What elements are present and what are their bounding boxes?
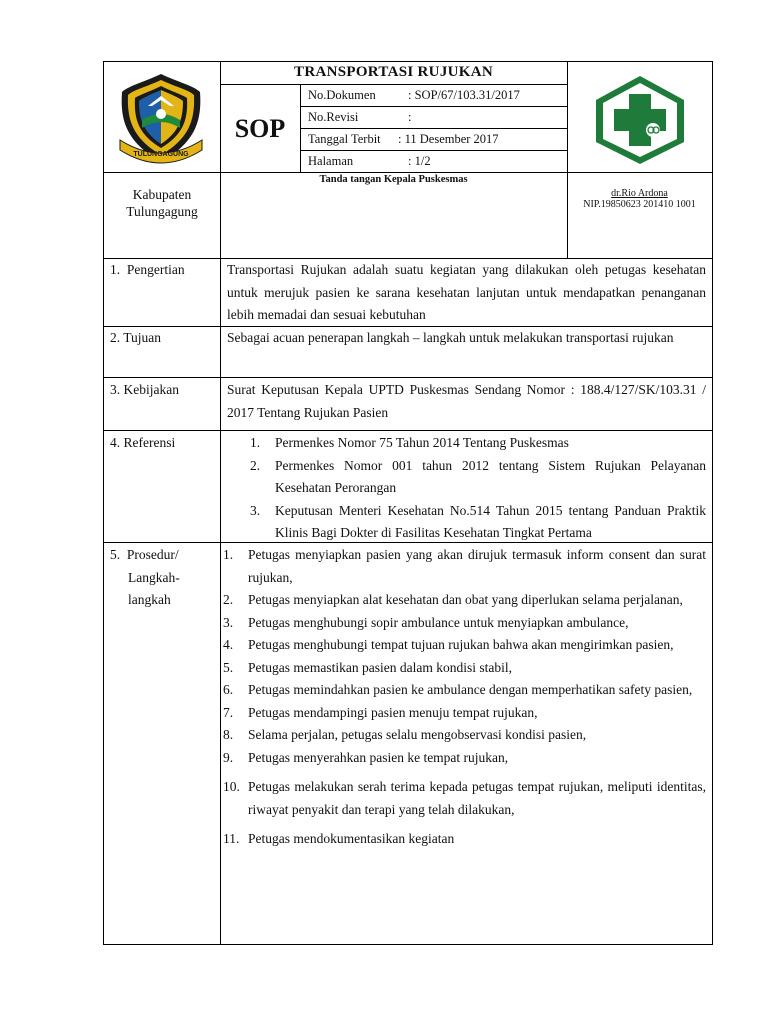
meta-label: No.Dokumen xyxy=(308,88,376,102)
list-number: 8. xyxy=(223,727,234,742)
list-text: Keputusan Menteri Kesehatan No.514 Tahun 2015 tentang Panduan Praktik Klinis Bagi Dokter di Fasilitas Kesehatan Tingkat Pertama xyxy=(275,502,706,540)
list-number: 11. xyxy=(223,831,240,846)
list-text: Selama perjalan, petugas selalu mengobservasi kondisi pasien, xyxy=(248,727,587,742)
list-number: 3. xyxy=(250,502,261,518)
list-item xyxy=(223,702,706,725)
meta-label: Halaman xyxy=(308,154,354,168)
list-item xyxy=(223,828,706,851)
list-text: Petugas menyiapkan alat kesehatan dan obat yang diperlukan selama perjalanan, xyxy=(248,592,683,607)
list-number: 9. xyxy=(223,749,234,765)
section-label-prosedur xyxy=(110,544,216,612)
list-item xyxy=(223,679,706,702)
list-number: 4. xyxy=(223,637,234,652)
puskesmas-logo xyxy=(590,72,690,167)
sop-label: SOP xyxy=(234,114,286,143)
list-number: 5. xyxy=(223,659,234,675)
list-number: 6. xyxy=(223,682,234,697)
prosedur-label-line: Langkah- xyxy=(128,569,180,585)
list-number: 1. xyxy=(250,435,261,450)
list-text: Petugas menghubungi sopir ambulance untuk menyiapkan ambulance, xyxy=(248,614,629,630)
section-label-tujuan: 2. Tujuan xyxy=(110,330,162,345)
list-item xyxy=(223,724,706,747)
meta-label: No.Revisi xyxy=(308,110,359,124)
list-item xyxy=(223,634,706,657)
regency-name: Kabupaten Tulungagung xyxy=(126,187,198,219)
list-item xyxy=(250,455,706,500)
prosedur-list xyxy=(223,544,706,851)
section-label-kebijakan: 3. Kebijakan xyxy=(110,382,179,397)
section-text-kebijakan: Surat Keputusan Kepala UPTD Puskesmas Sendang Nomor : 188.4/127/SK/103.31 / 2017 Tentang Rujukan Pasien xyxy=(227,382,706,420)
list-item xyxy=(250,432,706,455)
document-title: TRANSPORTASI RUJUKAN xyxy=(294,64,493,80)
signer-nip: NIP.19850623 201410 1001 xyxy=(583,199,696,210)
referensi-list xyxy=(250,432,706,545)
list-number: 10. xyxy=(223,779,240,794)
list-text: Petugas menyerahkan pasien ke tempat rujukan, xyxy=(248,749,509,765)
meta-value: : SOP/67/103.31/2017 xyxy=(408,88,520,102)
section-label-pengertian: 1. Pengertian xyxy=(110,262,185,277)
crest-icon xyxy=(116,70,206,168)
list-item xyxy=(223,776,706,821)
meta-row-tanggal-terbit xyxy=(302,129,570,151)
meta-value: : 1/2 xyxy=(408,154,431,168)
section-label-referensi: 4. Referensi xyxy=(110,435,176,450)
list-number: 3. xyxy=(223,614,234,630)
list-number: 1. xyxy=(223,547,234,562)
list-text: Petugas memastikan pasien dalam kondisi stabil, xyxy=(248,659,512,675)
regency-crest-logo xyxy=(116,70,206,168)
meta-row-no-revisi xyxy=(302,107,570,129)
divider xyxy=(104,377,712,378)
section-text-pengertian: Transportasi Rujukan adalah suatu kegiatan yang dilakukan oleh petugas kesehatan untuk merujuk pasien ke sarana kesehatan lanjutan untuk mendapatkan penanganan lebih memadai dan sesuai kebutuhan xyxy=(227,262,706,322)
list-item xyxy=(223,747,706,770)
divider xyxy=(220,62,221,944)
meta-value: : xyxy=(408,110,412,124)
prosedur-label-line: 5. Prosedur/ xyxy=(110,547,179,562)
list-number: 7. xyxy=(223,704,234,720)
list-text: Petugas menghubungi tempat tujuan rujukan bahwa akan mengirimkan pasien, xyxy=(248,637,674,652)
list-text: Petugas memindahkan pasien ke ambulance dengan memperhatikan safety pasien, xyxy=(248,682,693,697)
crest-banner-text: TULUNGAGUNG xyxy=(133,151,189,158)
meta-value: : 11 Desember 2017 xyxy=(398,132,499,146)
list-number: 2. xyxy=(223,592,234,607)
list-text: Permenkes Nomor 75 Tahun 2014 Tentang Puskesmas xyxy=(275,435,569,450)
meta-row-no-dokumen xyxy=(302,85,570,107)
signer-block xyxy=(567,188,712,210)
section-text-tujuan: Sebagai acuan penerapan langkah – langkah untuk melakukan transportasi rujukan xyxy=(227,330,674,345)
list-text: Petugas menyiapkan pasien yang akan dirujuk termasuk inform consent dan surat rujukan, xyxy=(248,547,706,585)
list-item xyxy=(223,544,706,589)
signer-name: dr.Rio Ardona xyxy=(611,188,668,199)
list-item xyxy=(223,589,706,612)
list-text: Petugas mendampingi pasien menuju tempat rujukan, xyxy=(248,704,538,720)
list-text: Petugas mendokumentasikan kegiatan xyxy=(248,831,455,846)
list-number: 2. xyxy=(250,457,261,473)
signature-caption: Tanda tangan Kepala Puskesmas xyxy=(319,174,468,185)
meta-row-halaman xyxy=(302,151,570,173)
list-text: Permenkes Nomor 001 tahun 2012 tentang Sistem Rujukan Pelayanan Kesehatan Perorangan xyxy=(275,457,706,495)
prosedur-label-line: langkah xyxy=(128,592,171,607)
puskesmas-icon xyxy=(590,72,690,167)
divider xyxy=(104,430,712,431)
meta-label: Tanggal Terbit xyxy=(308,132,381,146)
list-text: Petugas melakukan serah terima kepada petugas tempat rujukan, meliputi identitas, riwayat penyakit dan terapi yang telah dilakukan, xyxy=(248,779,706,817)
list-item xyxy=(223,612,706,635)
sop-document xyxy=(103,61,713,945)
list-item xyxy=(250,500,706,545)
list-item xyxy=(223,657,706,680)
